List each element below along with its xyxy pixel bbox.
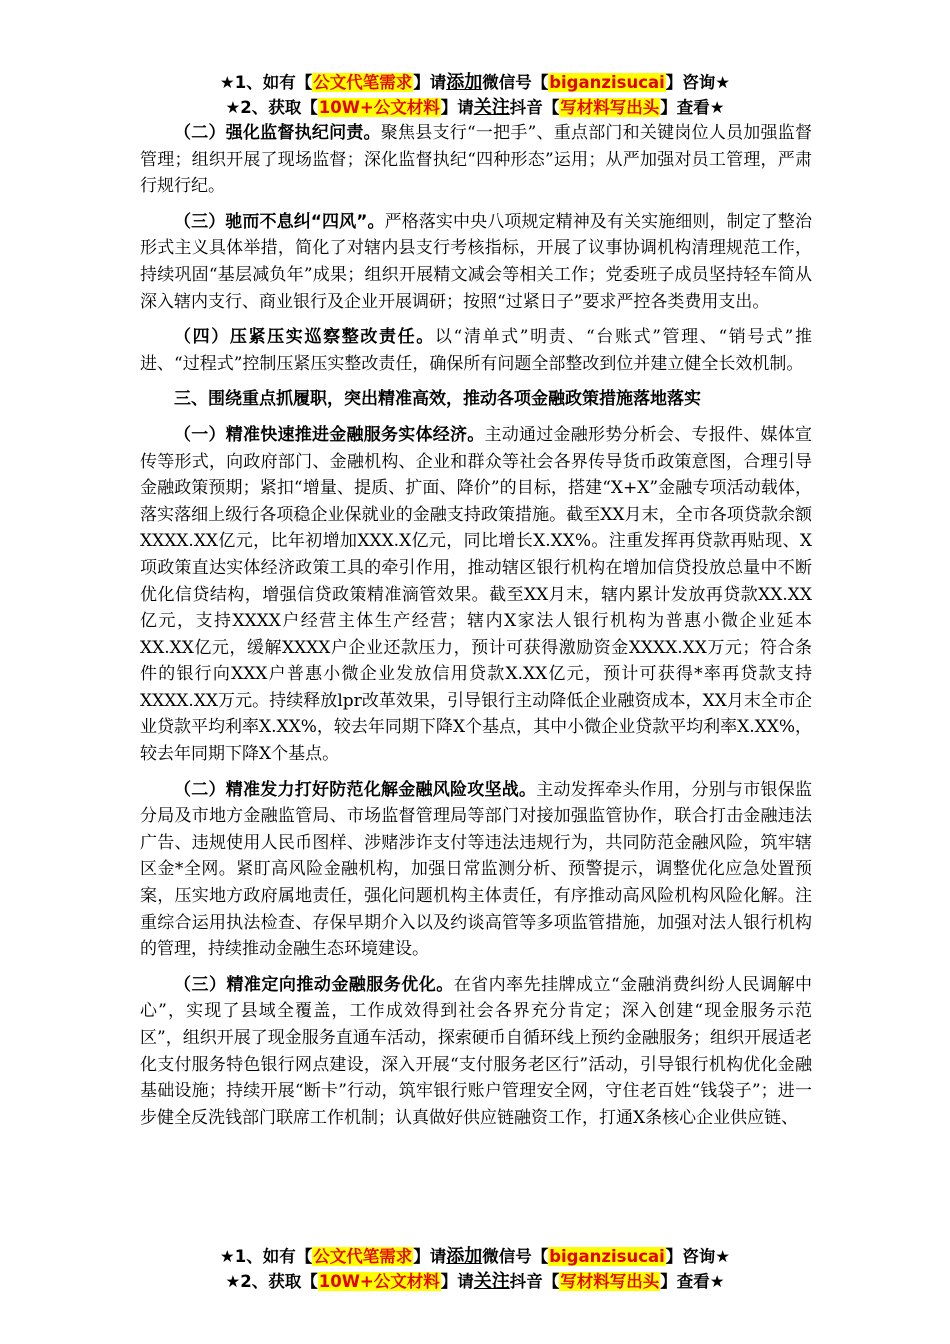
paragraph — [140, 324, 812, 377]
paragraph-text: 聚焦县支行“一把手”、重点部门和关键岗位人员加强监督管理；组织开展了现场监督；深化监督执纪“四种形态”运用；从严加强对员工管理，严肃行规行纪。 — [140, 123, 812, 197]
highlight-text: 写材料写出头 — [560, 1272, 660, 1291]
paragraph-heading: （三）驰而不息纠“四风”。 — [174, 211, 385, 232]
paragraph — [140, 972, 812, 1132]
paragraph — [140, 422, 812, 768]
highlight-text: biganzisucai — [549, 73, 665, 92]
banner-line-1: ★1、如有【公文代笔需求】请添加微信号【biganzisucai】咨询★ — [219, 1246, 731, 1267]
document-body — [140, 120, 812, 1140]
paragraph-heading: （二）强化监督执纪问责。 — [174, 123, 381, 143]
highlight-text: 10W+公文材料 — [318, 98, 440, 117]
highlight-text: 10W+公文材料 — [318, 1272, 440, 1291]
highlight-text: biganzisucai — [549, 1247, 665, 1266]
banner-line-1: ★1、如有【公文代笔需求】请添加微信号【biganzisucai】咨询★ — [219, 72, 731, 93]
paragraph-text: 以“清单式”明责、“台账式”管理、“销号式”推进、“过程式”控制压紧压实整改责任，确保所有问题全部整改到位并建立健全长效机制。 — [140, 327, 812, 374]
paragraph-text: 在省内率先挂牌成立“金融消费纠纷人民调解中心”，实现了县域全覆盖，工作成效得到社会各界充分肯定；深入创建“现金服务示范区”，组织开展了现金服务直通车活动，探索硬币自循环线上预约金融服务；组织开展适老化支付服务特色银行网点建设，深入开展“支付服务老区行”活动，引导银行机构优化金融基础设施；持续开展“断卡”行动，筑牢银行账户管理安全网，守住老百姓“钱袋子”；进一步健全反洗钱部门联席工作机制；认真做好供应链融资工作，打通X条核心企业供应链、 — [140, 974, 812, 1128]
banner-line-2: ★2、获取【10W+公文材料】请关注抖音【写材料写出头】查看★ — [225, 97, 725, 118]
highlight-text: 公文代笔需求 — [313, 1247, 413, 1266]
banner-line-2: ★2、获取【10W+公文材料】请关注抖音【写材料写出头】查看★ — [225, 1271, 725, 1292]
paragraph — [140, 777, 812, 963]
promo-banner-top — [0, 70, 950, 120]
paragraph-text: 主动通过金融形势分析会、专报件、媒体宣传等形式，向政府部门、金融机构、企业和群众等社会各界传导货币政策意图，合理引导金融政策预期；紧扣“增量、提质、扩面、降价”的目标，搭建“X+X”金融专项活动载体，落实落细上级行各项稳企业保就业的金融支持政策措施。截至XX月末，全市各项贷款余额XXXX.XX亿元，比年初增加XXX.X亿元，同比增长X.XX%。注重发挥再贷款再贴现、X项政策直达实体经济政策工具的牵引作用，推动辖区银行机构在增加信贷投放总量中不断优化信贷结构，增强信贷政策精准滴管效果。截至XX月末，辖内累计发放再贷款XX.XX亿元，支持XXXX户经营主体生产经营；辖内X家法人银行机构为普惠小微企业延本XX.XX亿元，缓解XXXX户企业还款压力，预计可获得激励资金XXXX.XX万元；符合条件的银行向XXX户普惠小微企业发放信用贷款X.XX亿元，预计可获得*率再贷款支持XXXX.XX万元。持续释放lpr改革效果，引导银行主动降低企业融资成本，XX月末全市企业贷款平均利率X.XX%，较去年同期下降X个基点，其中小微企业贷款平均利率X.XX%，较去年同期下降X个基点。 — [140, 424, 812, 765]
paragraph-heading: （一）精准快速推进金融服务实体经济。 — [174, 424, 485, 445]
promo-banner-bottom — [0, 1244, 950, 1294]
paragraph — [140, 209, 812, 315]
paragraph-text: 严格落实中央八项规定精神及有关实施细则，制定了整治形式主义具体举措，简化了对辖内县支行考核指标，开展了议事协调机构清理规范工作，持续巩固“基层减负年”成果；组织开展精文减会等相关工作；党委班子成员坚持轻车简从深入辖内支行、商业银行及企业开展调研；按照“过紧日子”要求严控各类费用支出。 — [140, 211, 812, 312]
paragraph — [140, 120, 812, 200]
paragraph-heading: （二）精准发力打好防范化解金融风险攻坚战。 — [174, 779, 537, 800]
paragraph-text: 主动发挥牵头作用，分别与市银保监分局及市地方金融监管局、市场监督管理局等部门对接加强监管协作，联合打击金融违法广告、违规使用人民币图样、涉赌涉诈支付等违法违规行为，共同防范金融风险，筑牢辖区金*全网。紧盯高风险金融机构，加强日常监测分析、预警提示，调整优化应急处置预案，压实地方政府属地责任，强化问题机构主体责任，有序推动高风险机构风险化解。注重综合运用执法检查、存保早期介入以及约谈高管等多项监管措施，加强对法人银行机构的管理，持续推动金融生态环境建设。 — [140, 779, 812, 960]
section-heading: 三、围绕重点抓履职，突出精准高效，推动各项金融政策措施落地落实 — [174, 389, 701, 410]
highlight-text: 写材料写出头 — [560, 98, 660, 117]
highlight-text: 公文代笔需求 — [313, 73, 413, 92]
paragraph-heading: （四）压紧压实巡察整改责任。 — [174, 327, 435, 348]
paragraph-heading: （三）精准定向推动金融服务优化。 — [174, 974, 454, 995]
